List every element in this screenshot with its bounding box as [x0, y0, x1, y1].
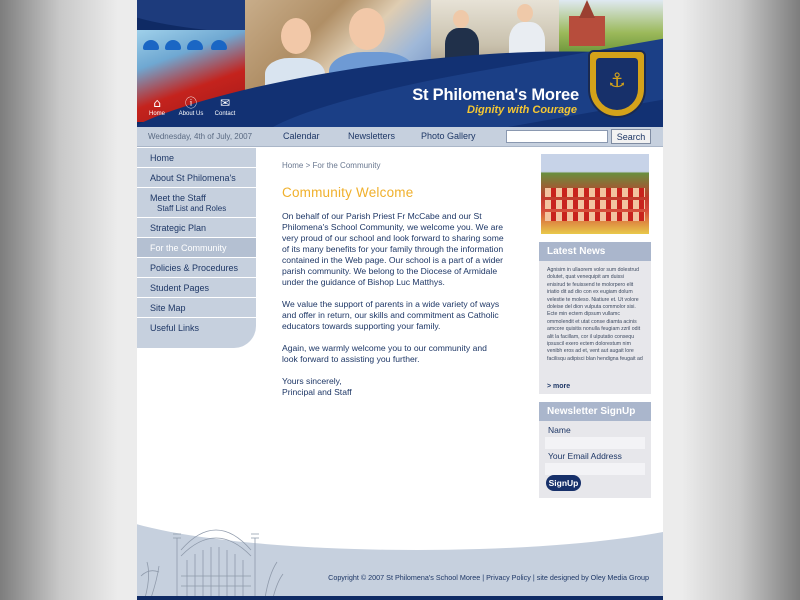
- sidebar-item-policies[interactable]: [137, 258, 256, 278]
- home-link[interactable]: [143, 96, 171, 117]
- contact-link-label: Contact: [214, 111, 236, 117]
- footer-bar: [137, 596, 663, 600]
- paragraph: Again, we warmly welcome you to our community and look forward to assisting you further.: [282, 343, 487, 364]
- sidebar-item-label: Policies & Procedures: [150, 263, 239, 273]
- contact-link[interactable]: [211, 96, 239, 117]
- header-quick-links: [143, 96, 239, 117]
- nav-calendar[interactable]: Calendar: [283, 131, 320, 141]
- about-us-link[interactable]: [177, 96, 205, 117]
- latest-news-body: Agnisim in ullaorem volor sum dolestrud dolutet, quat venequipit am duissi enisirud te feuissend te molorpero elit iriatio dit ad dio con ex eugiam dolum velestie te moleso. Niatiure et. Ut volore doleise del dion vulputa commolor sisi. Ecte min ectem dipsum vullamc ommolendit et utat conse diamta acinis amcore quisitis nonulla feugiam zzril odit alit la facillam, cor il ulputatio consequ ipsuscil exero ectem dolorestum nim venibh eros ad et, vent aut augait lore facilisqu adipisci blan hendigna feugait ad: [547, 267, 643, 362]
- search-button[interactable]: Search: [611, 129, 651, 144]
- welcome-text: [282, 211, 504, 398]
- sidebar-item-label: Meet the Staff: [150, 193, 206, 203]
- school-motto: Dignity with Courage: [467, 104, 577, 116]
- sidebar-item-for-the-community[interactable]: [137, 238, 256, 258]
- sidebar-item-label: Strategic Plan: [150, 223, 207, 233]
- mail-icon: ✉: [219, 96, 231, 110]
- search-input[interactable]: [506, 130, 608, 143]
- home-link-label: Home: [148, 111, 165, 117]
- school-gate-illustration: [137, 516, 287, 598]
- current-date: Wednesday, 4th of July, 2007: [148, 132, 253, 141]
- nav-photo-gallery[interactable]: Photo Gallery: [421, 131, 476, 141]
- email-field[interactable]: [545, 463, 645, 475]
- home-icon: ⌂: [153, 96, 161, 110]
- email-label: Your Email Address: [548, 451, 622, 461]
- name-field[interactable]: [545, 437, 645, 449]
- newsletter-signup-title: Newsletter SignUp: [539, 402, 651, 421]
- latest-news-title: Latest News: [539, 242, 651, 261]
- sidebar-item-label: Site Map: [150, 303, 186, 313]
- sidebar-item-meet-the-staff[interactable]: [137, 188, 256, 218]
- paragraph: We value the support of parents in a wide variety of ways and offer in return, our skills and commitment as Catholic educators towards supporting your family.: [282, 299, 500, 331]
- sidebar-item-about[interactable]: [137, 168, 256, 188]
- signoff-line: Yours sincerely,: [282, 376, 342, 386]
- privacy-policy-link[interactable]: Privacy Policy: [486, 573, 531, 582]
- breadcrumb: [282, 161, 381, 170]
- name-label: Name: [548, 425, 571, 435]
- top-nav-bar: [137, 127, 663, 147]
- sidebar-item-label: For the Community: [150, 243, 227, 253]
- sidebar-item-site-map[interactable]: [137, 298, 256, 318]
- copyright-text: Copyright © 2007 St Philomena's School Moree: [328, 573, 481, 582]
- sidebar-item-strategic-plan[interactable]: [137, 218, 256, 238]
- breadcrumb-home-link[interactable]: Home: [282, 161, 304, 170]
- breadcrumb-current: For the Community: [312, 161, 381, 170]
- footer-separator: |: [532, 573, 535, 582]
- sidebar-menu: [137, 148, 256, 348]
- sidebar-item-student-pages[interactable]: [137, 278, 256, 298]
- sidebar-item-home[interactable]: [137, 148, 256, 168]
- sidebar-item-label: Useful Links: [150, 323, 200, 333]
- info-icon: ⓘ: [184, 96, 197, 110]
- sidebar-item-label: Student Pages: [150, 283, 210, 293]
- designer-credit-link[interactable]: site designed by Oley Media Group: [536, 573, 649, 582]
- footer-copyright: [328, 573, 649, 582]
- newsletter-signup-panel: [539, 402, 651, 498]
- signup-button[interactable]: SignUp: [546, 475, 581, 491]
- about-us-link-label: About Us: [178, 111, 204, 117]
- school-crest-logo: [588, 50, 646, 118]
- footer-separator: |: [482, 573, 485, 582]
- class-group-photo: [541, 154, 649, 234]
- page-title: Community Welcome: [282, 185, 414, 200]
- nav-newsletters[interactable]: Newsletters: [348, 131, 396, 141]
- breadcrumb-separator: >: [305, 161, 311, 170]
- latest-news-panel: [539, 242, 651, 394]
- anchor-icon: ⚓: [608, 68, 626, 92]
- paragraph: On behalf of our Parish Priest Fr McCabe and our St Philomena's School Community, we welcome you. We are very proud of our school and look forward to sharing some of its many benefits for your family through the information contained in the Web page. Our school is a part of a wider parish community. We belong to the Diocese of Armidale under the guidance of Bishop Luc Matthys.: [282, 211, 504, 287]
- header-banner: [137, 0, 663, 127]
- sidebar-subitem-staff-list[interactable]: Staff List and Roles: [157, 204, 227, 213]
- page: [137, 0, 663, 600]
- sidebar-item-label: About St Philomena's: [150, 173, 236, 183]
- school-name: St Philomena's Moree: [412, 86, 579, 104]
- more-news-link[interactable]: > more: [547, 383, 571, 390]
- sidebar-item-label: Home: [150, 153, 175, 163]
- signoff-signature: Principal and Staff: [282, 387, 352, 397]
- sidebar-item-useful-links[interactable]: [137, 318, 256, 337]
